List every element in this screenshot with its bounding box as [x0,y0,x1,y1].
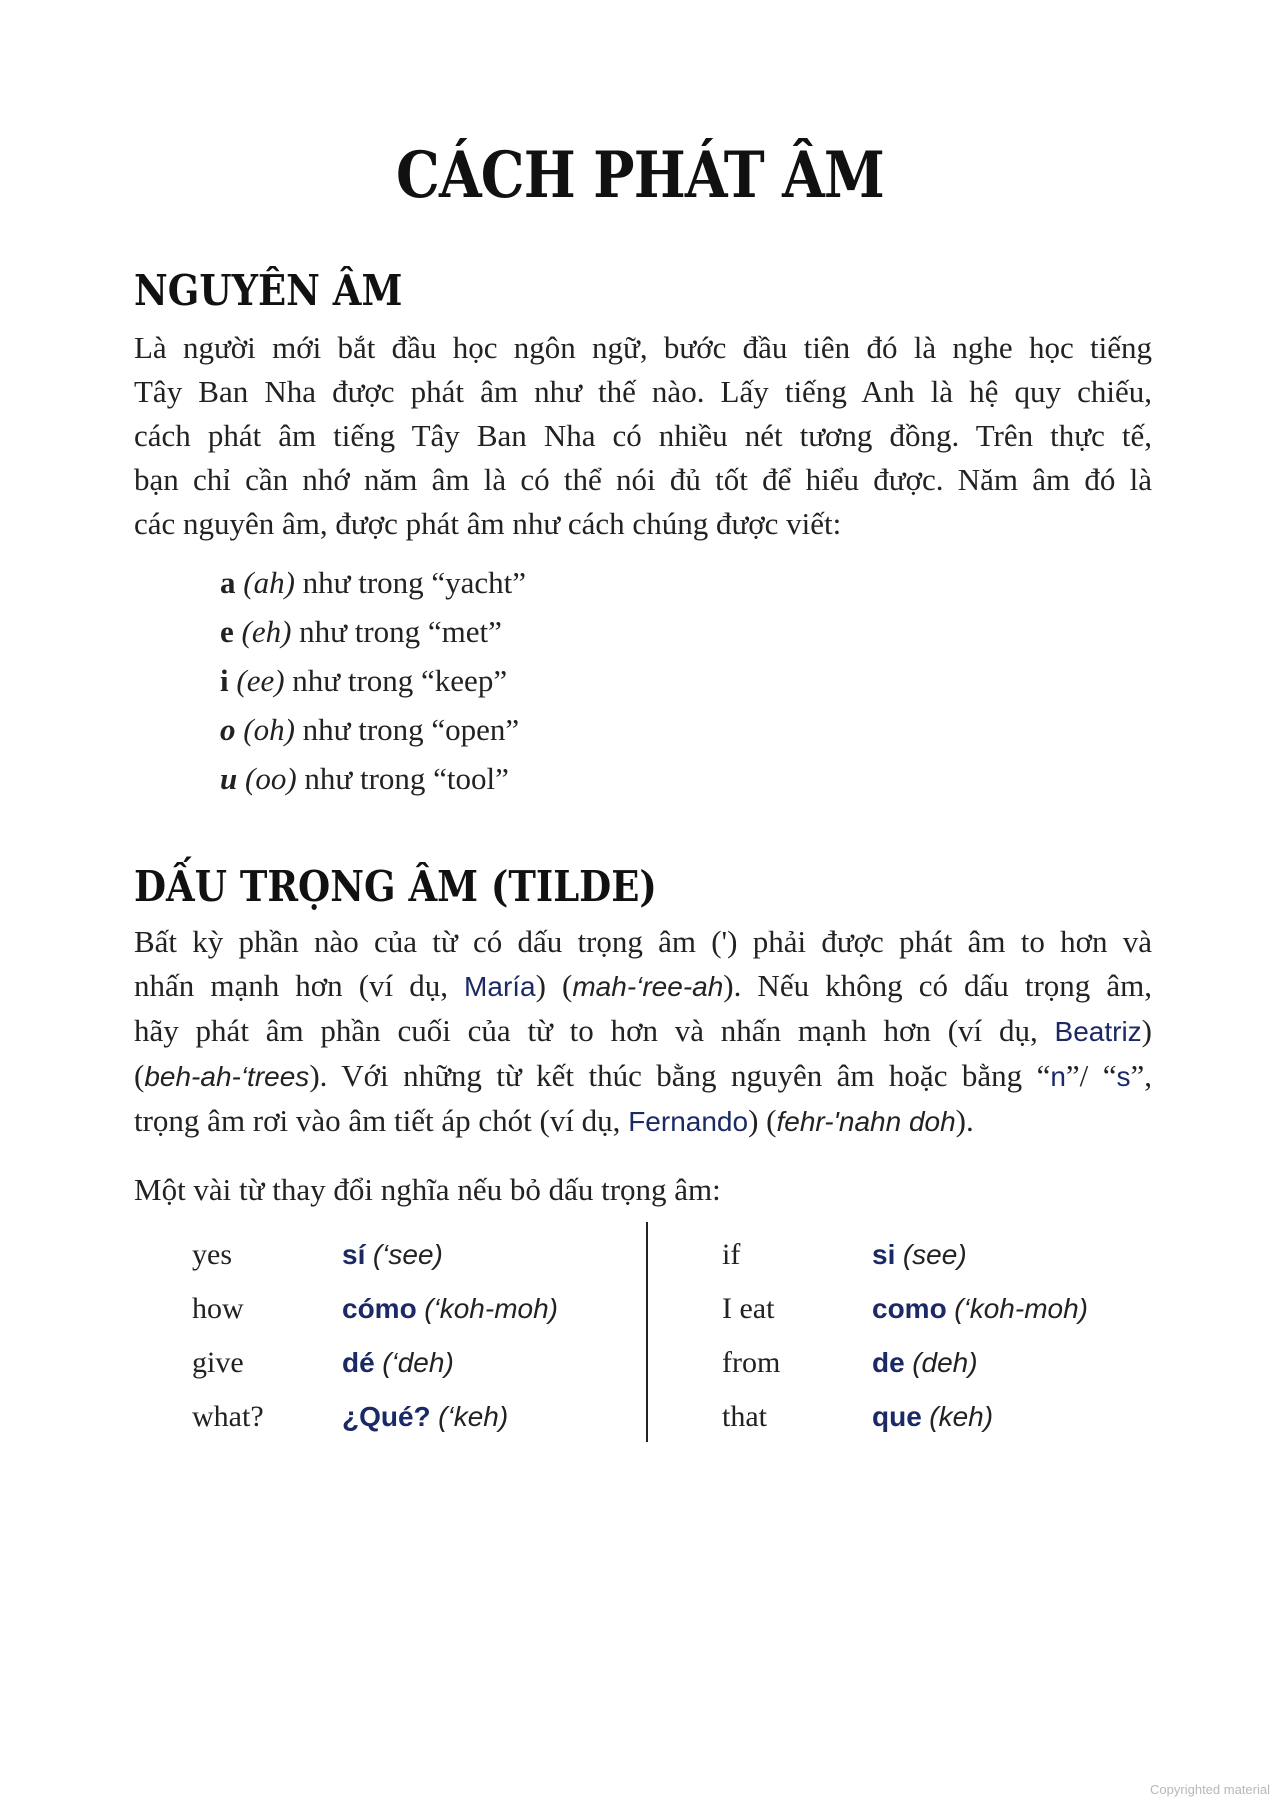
text: ) ( [748,1103,777,1138]
text: ). Nếu không có dấu trọng âm, [723,968,1152,1003]
pronunciation: (see) [902,1239,967,1270]
spanish-term: como [872,1293,947,1324]
vowel-letter: o [220,712,236,747]
vowel-list [220,558,526,803]
paragraph-line: các nguyên âm, được phát âm như cách chúng được viết: [134,506,842,541]
english-word: from [722,1346,781,1379]
english-word: if [722,1238,741,1271]
word-pairs-table [0,1228,1280,1448]
pronunciation: (deh) [912,1347,978,1378]
vowel-item [220,656,526,705]
paragraph-line: Tây Ban Nha được phát âm như thế nào. Lấy tiếng Anh là hệ quy chiếu, [134,374,1152,409]
vowel-example: như trong “met” [291,614,502,649]
text: ”/ “ [1065,1058,1117,1093]
spanish-word [872,1346,978,1380]
text: Bất kỳ phần nào của từ có dấu trọng âm (') phải được phát âm to hơn và [134,924,1152,959]
vowel-item [220,705,526,754]
vowel-example: như trong “tool” [296,761,509,796]
text: nhấn mạnh hơn (ví dụ, [134,968,465,1003]
vowel-sound: (oo) [245,761,297,796]
pronunciation: mah-‘ree-ah [572,971,724,1002]
spanish-term: que [872,1401,922,1432]
text: ) ( [535,968,573,1003]
example-word: Beatriz [1054,1016,1142,1047]
pronunciation: (‘deh) [382,1347,454,1378]
spanish-term: de [872,1347,905,1378]
text: ”, [1130,1058,1152,1093]
pronunciation: fehr-'nahn doh [776,1106,956,1137]
paragraph-line [134,1009,1152,1054]
vowels-heading: NGUYÊN ÂM [134,266,403,315]
pronunciation: (keh) [929,1401,994,1432]
pronunciation: (‘koh-moh) [424,1293,558,1324]
paragraph-line: Là người mới bắt đầu học ngôn ngữ, bước đầu tiên đó là nghe học tiếng [134,330,1152,365]
spanish-term: dé [342,1347,375,1378]
english-word: that [722,1400,767,1433]
table-divider [646,1222,648,1442]
english-word: yes [192,1238,232,1271]
spanish-word [872,1238,967,1272]
english-word: how [192,1292,244,1325]
spanish-term: ¿Qué? [342,1401,431,1432]
example-word: María [464,971,536,1002]
english-word: give [192,1346,244,1379]
vowel-example: như trong “open” [294,712,520,747]
vowel-letter: i [220,663,229,698]
text: ). [955,1103,974,1138]
pronunciation: (‘see) [372,1239,443,1270]
vowel-letter: a [220,565,236,600]
paragraph-line: bạn chỉ cần nhớ năm âm là có thể nói đủ tốt để hiểu được. Năm âm đó là [134,462,1152,497]
paragraph-line [134,1099,1152,1144]
text: ). Với những từ kết thúc bằng nguyên âm hoặc bằng “ [309,1058,1051,1093]
text: trọng âm rơi vào âm tiết áp chót (ví dụ, [134,1103,629,1138]
vowel-example: như trong “keep” [284,663,508,698]
vowel-item [220,754,526,803]
spanish-term: sí [342,1239,366,1270]
vowel-item [220,607,526,656]
text: ( [134,1058,145,1093]
spanish-word [342,1400,508,1434]
pronunciation: (‘koh-moh) [954,1293,1088,1324]
vowel-sound: (ah) [243,565,295,600]
vowel-sound: (ee) [236,663,285,698]
example-word: Fernando [628,1106,749,1137]
spanish-word [872,1400,993,1434]
vowel-sound: (eh) [241,614,292,649]
spanish-term: si [872,1239,896,1270]
paragraph-line [134,1054,1152,1099]
vowel-sound: (oh) [243,712,295,747]
pronunciation: beh-ah-‘trees [144,1061,310,1092]
vowel-example: như trong “yacht” [294,565,527,600]
vowel-letter: e [220,614,234,649]
vowel-item [220,558,526,607]
accent-paragraph [134,920,1152,1144]
paragraph-line [134,964,1152,1009]
page-title: CÁCH PHÁT ÂM [396,138,884,213]
pronunciation: (‘keh) [438,1401,509,1432]
spanish-word [342,1346,454,1380]
paragraph-line [134,920,1152,964]
accent-note: Một vài từ thay đổi nghĩa nếu bỏ dấu trọng âm: [134,1172,721,1207]
accent-heading: DẤU TRỌNG ÂM (TILDE) [134,862,657,911]
paragraph-line: cách phát âm tiếng Tây Ban Nha có nhiều nét tương đồng. Trên thực tế, [134,418,1152,453]
vowels-paragraph [134,326,1152,546]
spanish-term: cómo [342,1293,417,1324]
spanish-word [872,1292,1088,1326]
letter-s: s [1116,1061,1131,1092]
spanish-word [342,1292,558,1326]
text: hãy phát âm phần cuối của từ to hơn và nhấn mạnh hơn (ví dụ, [134,1013,1055,1048]
copyright-notice: Copyrighted material [1150,1782,1270,1797]
english-word: what? [192,1400,264,1433]
letter-n: n [1050,1061,1066,1092]
english-word: I eat [722,1292,775,1325]
vowel-letter: u [220,761,238,796]
spanish-word [342,1238,443,1272]
text: ) [1141,1013,1152,1048]
